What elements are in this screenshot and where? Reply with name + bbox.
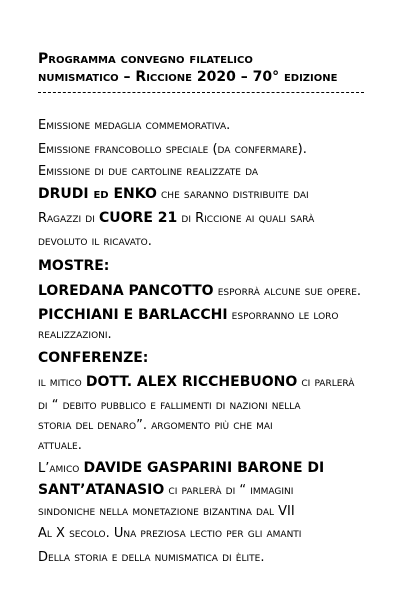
emission-stamp: Emissione francobollo speciale (da confermare). [38,142,307,157]
conference-text: ci parlerà di “ immagini [164,483,294,498]
mostre-text: esporrà alcune sue opere. [213,284,362,299]
emission-text: di Riccione ai quali sarà [177,211,315,226]
dashed-divider [38,92,364,93]
organization-name: CUORE 21 [99,210,178,226]
artist-name: PICCHIANI E BARLACCHI [38,307,228,323]
mostre-item-2 [38,307,383,324]
speaker-name: DAVIDE GASPARINI BARONE DI [83,460,325,476]
emission-text: Ragazzi di [38,211,99,226]
mostre-heading: MOSTRE: [38,258,110,274]
conference-2-line-5: Della storia e della numismatica di èlite. [38,550,265,565]
emission-text: che saranno distribuite dai [156,187,309,202]
speaker-name: DOTT. ALEX RICCHEBUONO [85,374,298,390]
conference-2-line-1 [38,460,383,477]
artist-name: LOREDANA PANCOTTO [38,283,214,299]
artist-names: DRUDI ed ENKO [38,186,157,202]
conference-text: il mitico [38,375,86,390]
emission-postcards: Emissione di due cartoline realizzate da [38,164,259,179]
conferenze-heading: CONFERENZE: [38,350,149,366]
title-line-1: Programma convegno filatelico [38,51,253,67]
emission-postcards-line-4: devoluto il ricavato. [38,234,152,249]
conference-1-line-1 [38,374,383,391]
conference-2-line-2 [38,482,383,499]
mostre-item-1 [38,283,383,300]
conference-2-line-3: sindoniche nella monetazione bizantina dal VII [38,504,295,519]
conference-1-line-2: di “ debito pubblico e fallimenti di nazioni nella [38,398,301,413]
emission-postcards-line-2 [38,186,383,203]
speaker-name-continued: SANT’ATANASIO [38,482,165,498]
mostre-item-2-line-2: realizzazioni. [38,327,112,342]
emission-postcards-line-3 [38,210,383,227]
conference-text: L’amico [38,461,84,476]
conference-2-line-4: Al X secolo. Una preziosa lectio per gli amanti [38,526,302,541]
title-line-2: numismatico – Riccione 2020 – 70° edizione [38,69,338,85]
conference-text: ci parlerà [297,375,355,390]
conference-1-line-3: storia del denaro”. argomento più che mai [38,418,273,433]
mostre-text: esporranno le loro [227,308,339,323]
emission-medal: Emissione medaglia commemorativa. [38,118,231,133]
conference-1-line-4: attuale. [38,438,82,453]
